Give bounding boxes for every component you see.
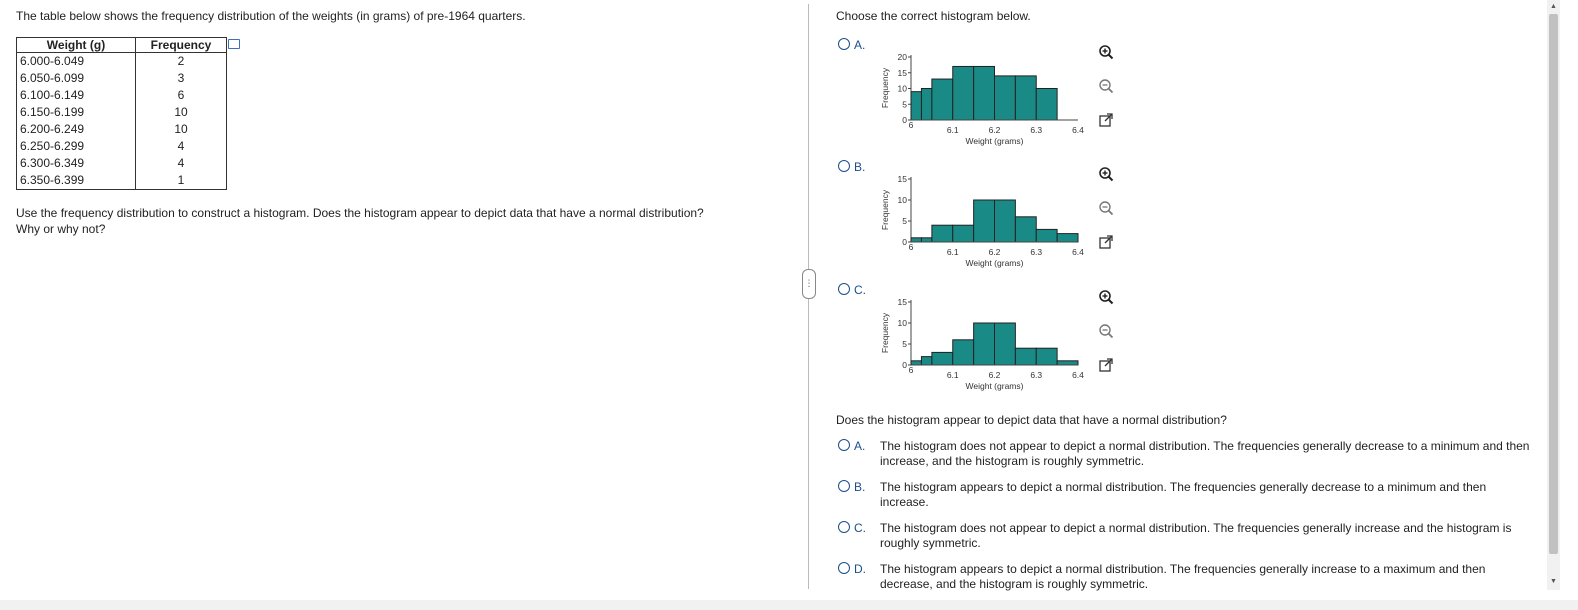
x-tick-label: 6	[908, 365, 914, 375]
copy-icon[interactable]	[228, 39, 240, 49]
zoom-in-icon[interactable]	[1098, 44, 1114, 60]
y-tick-label: 10	[897, 318, 907, 328]
chart-tools	[1098, 166, 1118, 268]
table-row	[17, 104, 227, 121]
y-tick-label: 15	[897, 174, 907, 184]
y-tick-label: 0	[902, 237, 907, 247]
column-header-frequency: Frequency	[136, 38, 227, 53]
histogram-bar	[1036, 229, 1057, 242]
histogram-bar	[921, 238, 931, 242]
frequency-cell: 10	[174, 105, 188, 119]
radio-button[interactable]	[838, 521, 850, 533]
radio-button[interactable]	[838, 480, 850, 492]
chart-tools	[1098, 44, 1118, 146]
x-tick-label: 6.1	[946, 125, 959, 135]
frequency-cell: 6	[177, 88, 185, 102]
histogram-chart	[836, 38, 1096, 150]
popout-icon[interactable]	[1098, 357, 1114, 373]
histogram-bar	[995, 76, 1016, 120]
y-tick-label: 0	[902, 360, 907, 370]
table-row	[17, 70, 227, 87]
y-tick-label: 10	[897, 83, 907, 94]
answer-letter[interactable]	[838, 439, 865, 454]
x-tick-label: 6.1	[946, 247, 959, 257]
x-tick-label: 6.3	[1030, 370, 1043, 380]
answer-letter-text: C.	[854, 521, 866, 535]
answer-letter[interactable]	[838, 480, 865, 495]
histogram-chart	[836, 283, 1096, 395]
histogram-bar	[921, 357, 931, 365]
histogram-bar	[953, 340, 974, 365]
answer-text: The histogram appears to depict a normal distribution. The frequencies generally decrease to a minimum and then increase.	[880, 480, 1487, 509]
y-axis-label: Frequency	[880, 67, 890, 109]
normality-question: Does the histogram appear to depict data that have a normal distribution?	[836, 413, 1227, 427]
x-tick-label: 6.4	[1072, 370, 1084, 380]
histogram-chart	[836, 160, 1096, 272]
x-tick-label: 6.3	[1030, 247, 1043, 257]
frequency-cell: 4	[177, 139, 185, 153]
table-row	[17, 155, 227, 172]
frequency-table	[16, 37, 227, 190]
table-header-row	[17, 38, 227, 53]
popout-icon[interactable]	[1098, 234, 1114, 250]
zoom-in-icon[interactable]	[1098, 166, 1114, 182]
weight-cell: 6.050-6.099	[17, 70, 136, 87]
answer-letter-text: A.	[854, 439, 866, 453]
chart-tools	[1098, 289, 1118, 391]
scrollbar-thumb[interactable]	[1549, 14, 1558, 554]
table-row	[17, 53, 227, 71]
answer-letter-text: D.	[854, 562, 866, 576]
y-tick-label: 10	[897, 195, 907, 205]
x-tick-label: 6	[908, 242, 914, 252]
histogram-option-a[interactable]	[836, 38, 1126, 158]
y-tick-label: 0	[902, 115, 907, 125]
histogram-bar	[974, 200, 995, 242]
histogram-bar	[953, 66, 974, 120]
radio-button[interactable]	[838, 562, 850, 574]
y-axis-label: Frequency	[880, 189, 890, 231]
question-text	[16, 205, 796, 237]
x-tick-label: 6.2	[988, 370, 1001, 380]
weight-cell: 6.150-6.199	[17, 104, 136, 121]
x-tick-label: 6.3	[1030, 125, 1043, 135]
answer-letter-text: B.	[854, 480, 866, 494]
histogram-bar	[974, 66, 995, 120]
x-tick-label: 6	[908, 120, 914, 130]
table-row	[17, 172, 227, 190]
zoom-out-icon[interactable]	[1098, 78, 1114, 94]
zoom-out-icon[interactable]	[1098, 200, 1114, 216]
histogram-option-c[interactable]	[836, 283, 1126, 403]
intro-text: The table below shows the frequency distribution of the weights (in grams) of pre-1964 quarters.	[16, 9, 526, 23]
answer-letter[interactable]	[838, 521, 866, 536]
histogram-bar	[1057, 361, 1078, 365]
option-letter: B.	[854, 160, 866, 174]
choose-prompt: Choose the correct histogram below.	[836, 9, 1031, 23]
y-tick-label: 15	[897, 67, 907, 78]
frequency-cell: 1	[177, 173, 185, 187]
histogram-bar	[995, 200, 1016, 242]
scroll-down-arrow-icon[interactable]: ▼	[1550, 578, 1557, 585]
answer-text: The histogram appears to depict a normal distribution. The frequencies generally increase to a maximum and then decrease, and the histogram is roughly symmetric.	[880, 562, 1486, 591]
weight-cell: 6.200-6.249	[17, 121, 136, 138]
weight-cell: 6.350-6.399	[17, 172, 136, 190]
weight-cell: 6.300-6.349	[17, 155, 136, 172]
radio-button[interactable]	[838, 439, 850, 451]
option-letter: C.	[854, 283, 866, 297]
answer-letter[interactable]	[838, 562, 866, 577]
scroll-up-arrow-icon[interactable]: ▲	[1550, 3, 1557, 10]
histogram-bar	[921, 89, 931, 121]
zoom-out-icon[interactable]	[1098, 323, 1114, 339]
x-axis-label: Weight (grams)	[965, 381, 1024, 391]
histogram-bar	[1015, 76, 1036, 120]
table-row	[17, 138, 227, 155]
column-header-weight: Weight (g)	[17, 38, 136, 53]
x-tick-label: 6.2	[988, 247, 1001, 257]
histogram-bar	[995, 323, 1016, 365]
histogram-option-b[interactable]	[836, 160, 1126, 280]
frequency-cell: 3	[177, 71, 185, 85]
table-row	[17, 87, 227, 104]
answer-text: The histogram does not appear to depict a normal distribution. The frequencies generally increase and the histogram is roughly symmetric.	[880, 521, 1512, 550]
question-line-2: Why or why not?	[16, 222, 106, 236]
histogram-bar	[1057, 234, 1078, 242]
y-tick-label: 5	[902, 216, 907, 226]
x-tick-label: 6.4	[1072, 247, 1084, 257]
histogram-bar	[1015, 348, 1036, 365]
table-row	[17, 121, 227, 138]
histogram-bar	[911, 92, 921, 120]
histogram-bar	[932, 225, 953, 242]
histogram-bar	[1015, 217, 1036, 242]
histogram-bar	[932, 352, 953, 365]
option-letter: A.	[854, 38, 866, 52]
weight-cell: 6.000-6.049	[17, 53, 136, 71]
histogram-bar	[953, 225, 974, 242]
histogram-bar	[974, 323, 995, 365]
histogram-bar	[1036, 348, 1057, 365]
x-tick-label: 6.1	[946, 370, 959, 380]
frequency-cell: 2	[177, 54, 185, 68]
y-tick-label: 5	[902, 99, 907, 110]
x-axis-label: Weight (grams)	[965, 258, 1024, 268]
histogram-bar	[932, 79, 953, 120]
histogram-bar	[1036, 89, 1057, 121]
y-tick-label: 15	[897, 297, 907, 307]
y-tick-label: 20	[897, 52, 907, 62]
question-line-1: Use the frequency distribution to construct a histogram. Does the histogram appear to depict data that have a normal distribution?	[16, 206, 704, 220]
weight-cell: 6.250-6.299	[17, 138, 136, 155]
frequency-cell: 10	[174, 122, 188, 136]
frequency-cell: 4	[177, 156, 185, 170]
pane-resize-handle[interactable]: ⋮	[802, 269, 816, 299]
weight-cell: 6.100-6.149	[17, 87, 136, 104]
x-tick-label: 6.4	[1072, 125, 1084, 135]
answer-text: The histogram does not appear to depict a normal distribution. The frequencies generally decrease to a minimum and then increase, and the histogram is roughly symmetric.	[880, 439, 1530, 468]
y-axis-label: Frequency	[880, 312, 890, 354]
zoom-in-icon[interactable]	[1098, 289, 1114, 305]
x-tick-label: 6.2	[988, 125, 1001, 135]
horizontal-scrollbar[interactable]	[0, 600, 1578, 610]
y-tick-label: 5	[902, 339, 907, 349]
popout-icon[interactable]	[1098, 112, 1114, 128]
x-axis-label: Weight (grams)	[965, 136, 1024, 146]
